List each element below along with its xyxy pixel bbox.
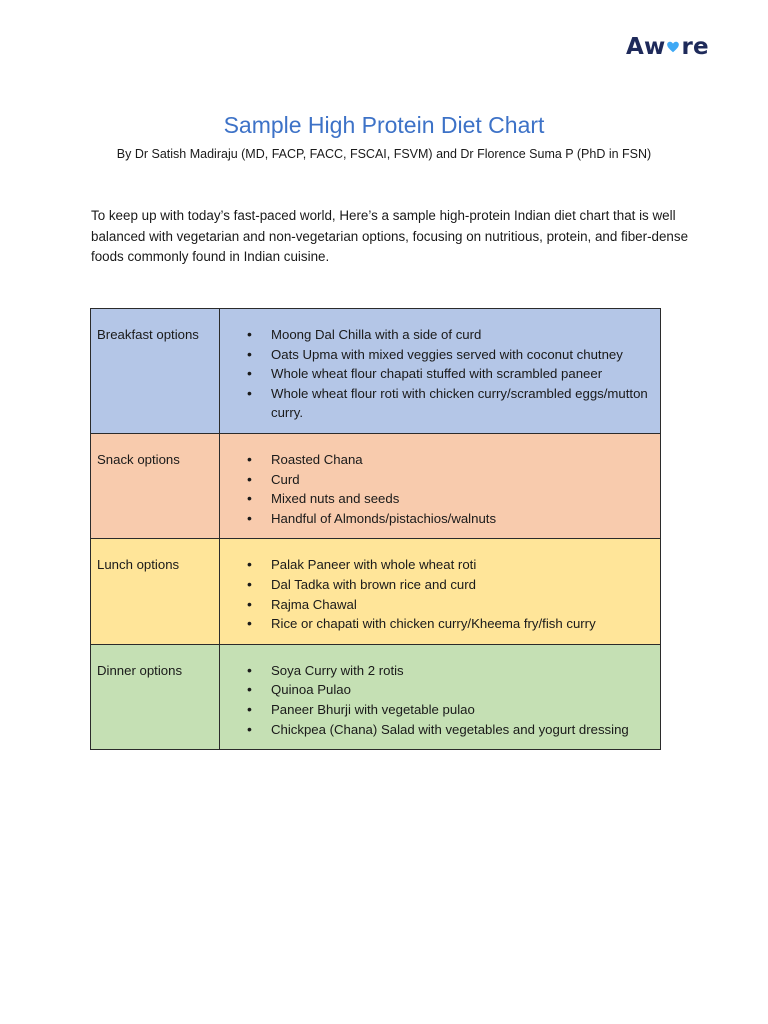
list-item: • Whole wheat flour chapati stuffed with scrambled paneer xyxy=(220,364,652,384)
table-row-dinner xyxy=(91,644,661,749)
list-item: • Paneer Bhurji with vegetable pulao xyxy=(220,700,652,720)
heart-icon xyxy=(666,40,680,54)
list-item: • Curd xyxy=(220,470,652,490)
logo-text-end: re xyxy=(681,34,709,60)
meal-items-dinner xyxy=(220,644,661,749)
page-title: Sample High Protein Diet Chart xyxy=(223,112,545,138)
diet-table xyxy=(90,308,661,750)
intro-paragraph: To keep up with today’s fast-paced world, Here’s a sample high-protein Indian diet chart that is well balanced with vegetarian and non-vegetarian options, focusing on nutritious, protein, and fiber-dense foods commonly found in Indian cuisine. xyxy=(91,208,689,264)
list-item: • Soya Curry with 2 rotis xyxy=(220,661,652,681)
list-item: • Roasted Chana xyxy=(220,450,652,470)
list-item: • Whole wheat flour roti with chicken curry/scrambled eggs/mutton curry. xyxy=(220,384,652,423)
list-item: • Quinoa Pulao xyxy=(220,680,652,700)
list-item: • Rice or chapati with chicken curry/Kheema fry/fish curry xyxy=(220,614,652,634)
list-item: • Oats Upma with mixed veggies served with coconut chutney xyxy=(220,345,652,365)
table-row-snack xyxy=(91,434,661,539)
meal-items-lunch xyxy=(220,539,661,644)
meal-label-snack: Snack options xyxy=(91,434,220,539)
meal-label-lunch: Lunch options xyxy=(91,539,220,644)
meal-items-snack xyxy=(220,434,661,539)
list-item: • Rajma Chawal xyxy=(220,595,652,615)
list-item: • Palak Paneer with whole wheat roti xyxy=(220,555,652,575)
meal-label-dinner: Dinner options xyxy=(91,644,220,749)
awore-logo xyxy=(626,34,709,60)
meal-items-breakfast xyxy=(220,309,661,434)
meal-label-breakfast: Breakfast options xyxy=(91,309,220,434)
author-byline: By Dr Satish Madiraju (MD, FACP, FACC, FSCAI, FSVM) and Dr Florence Suma P (PhD in FSN) xyxy=(116,147,652,161)
table-row-lunch xyxy=(91,539,661,644)
list-item: • Dal Tadka with brown rice and curd xyxy=(220,575,652,595)
logo-text-start: Aw xyxy=(626,34,666,60)
list-item: • Handful of Almonds/pistachios/walnuts xyxy=(220,509,652,529)
list-item: • Mixed nuts and seeds xyxy=(220,489,652,509)
list-item: • Moong Dal Chilla with a side of curd xyxy=(220,325,652,345)
list-item: • Chickpea (Chana) Salad with vegetables and yogurt dressing xyxy=(220,720,652,740)
table-row-breakfast xyxy=(91,309,661,434)
